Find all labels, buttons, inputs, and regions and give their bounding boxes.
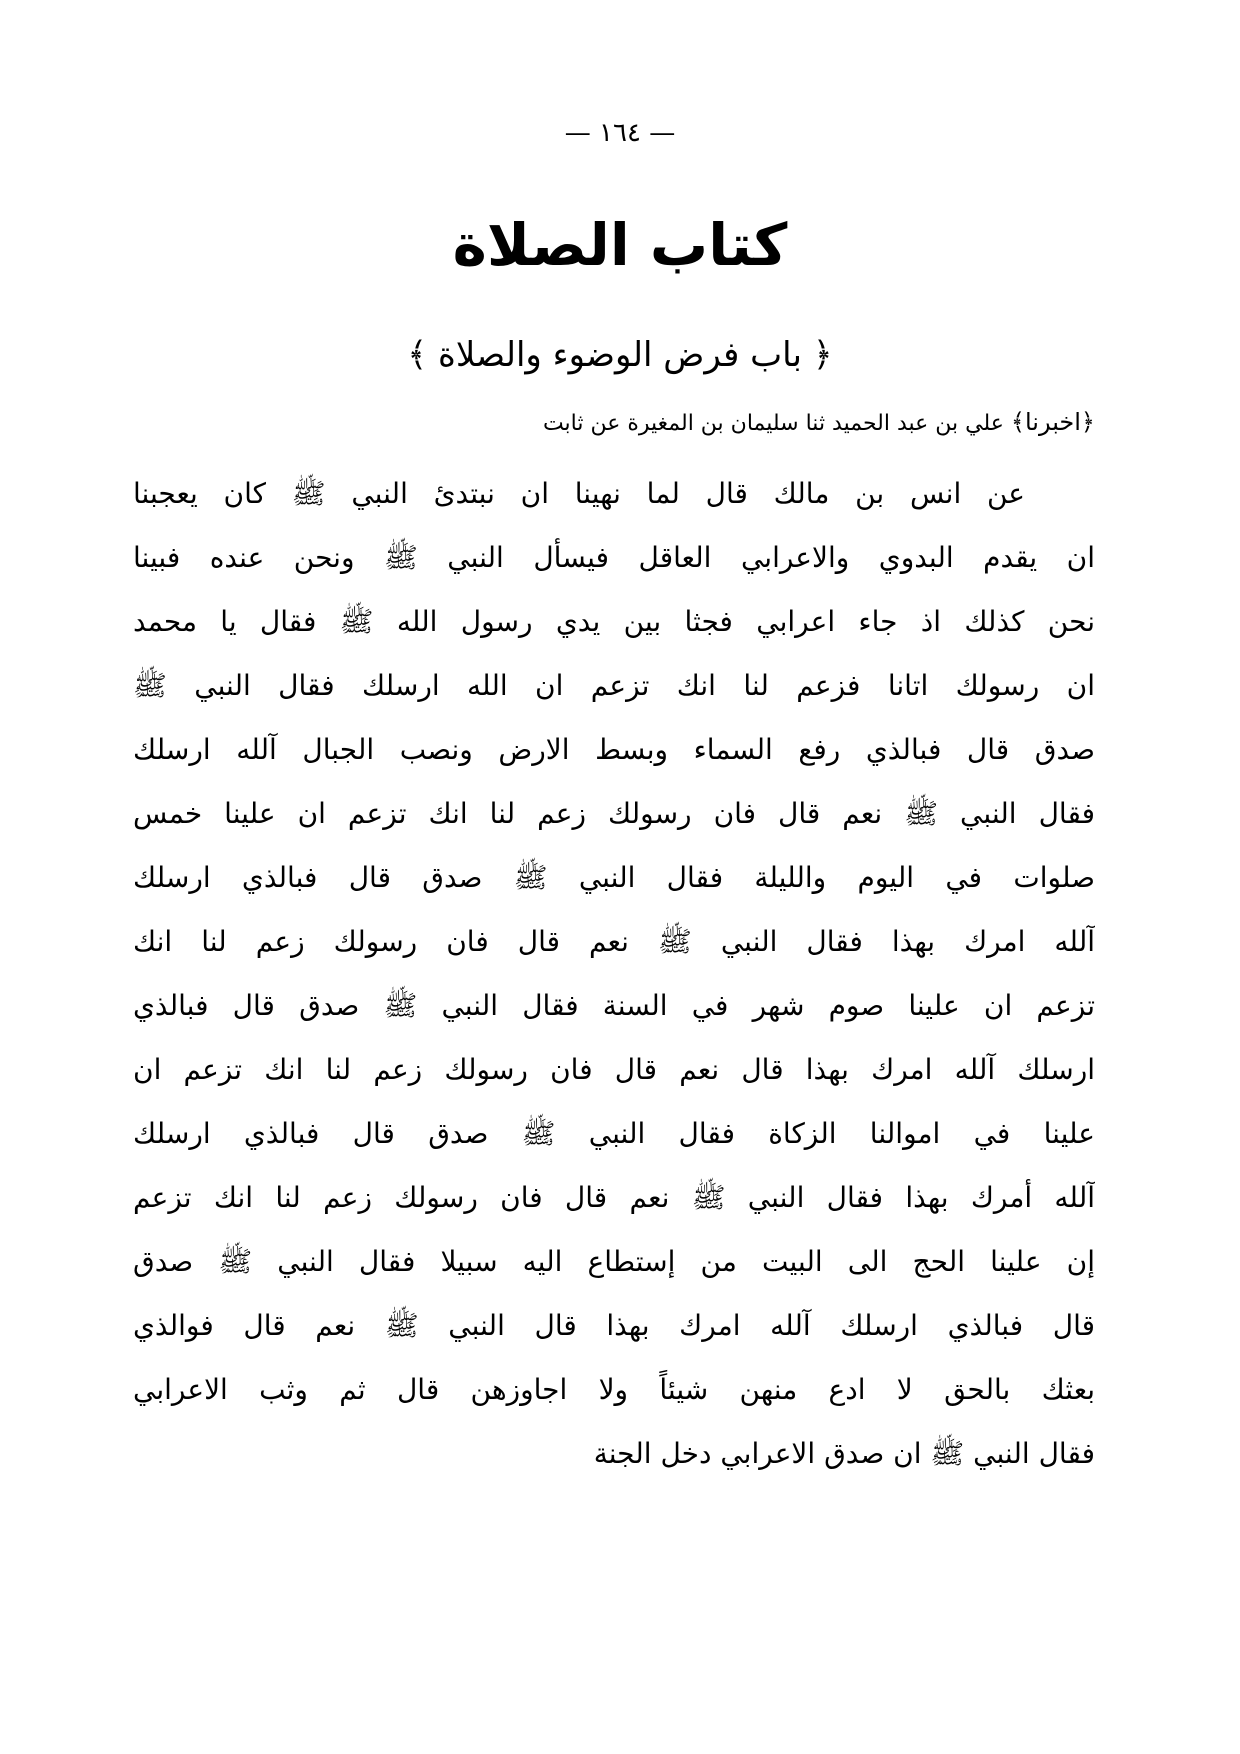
text-line: آلله امرك بهذا فقال النبي ﷺ نعم قال فان رسولك زعم لنا انك (133, 925, 1095, 958)
text-line: فقال النبي ﷺ ان صدق الاعرابي دخل الجنة (593, 1437, 1095, 1470)
book-title: كتاب الصلاة (452, 211, 788, 279)
text-line: عن انس بن مالك قال لما نهينا ان نبتدئ النبي ﷺ كان يعجبنا (133, 477, 1025, 510)
page-number: — ١٦٤ — (564, 118, 676, 148)
text-line: نحن كذلك اذ جاء اعرابي فجثا بين يدي رسول الله ﷺ فقال يا محمد (133, 605, 1095, 638)
text-line: بعثك بالحق لا ادع منهن شيئاً ولا اجاوزهن قال ثم وثب الاعرابي (133, 1373, 1095, 1406)
text-line: صدق قال فبالذي رفع السماء وبسط الارض ونصب الجبال آلله ارسلك (133, 733, 1095, 766)
text-line: علينا في اموالنا الزكاة فقال النبي ﷺ صدق قال فبالذي ارسلك (133, 1117, 1095, 1150)
isnad-label: ﴿اخبرنا﴾ (1010, 408, 1095, 436)
isnad-line (135, 402, 1095, 444)
text-line: ان رسولك اتانا فزعم لنا انك تزعم ان الله ارسلك فقال النبي ﷺ (133, 669, 1095, 702)
text-line: آلله أمرك بهذا فقال النبي ﷺ نعم قال فان رسولك زعم لنا انك تزعم (133, 1181, 1095, 1214)
text-line: ان يقدم البدوي والاعرابي العاقل فيسأل النبي ﷺ ونحن عنده فبينا (133, 541, 1095, 574)
hadith-text (133, 462, 1095, 1486)
text-line: فقال النبي ﷺ نعم قال فان رسولك زعم لنا انك تزعم ان علينا خمس (133, 797, 1095, 830)
text-line: تزعم ان علينا صوم شهر في السنة فقال النبي ﷺ صدق قال فبالذي (133, 989, 1095, 1022)
text-line: صلوات في اليوم والليلة فقال النبي ﷺ صدق قال فبالذي ارسلك (133, 861, 1095, 894)
text-line: قال فبالذي ارسلك آلله امرك بهذا قال النبي ﷺ نعم قال فوالذي (133, 1309, 1095, 1342)
text-line: ارسلك آلله امرك بهذا قال نعم قال فان رسولك زعم لنا انك تزعم ان (133, 1053, 1095, 1086)
text-line: إن علينا الحج الى البيت من إستطاع اليه سبيلا فقال النبي ﷺ صدق (133, 1245, 1095, 1278)
isnad-chain: علي بن عبد الحميد ثنا سليمان بن المغيرة عن ثابت (542, 411, 1004, 436)
chapter-heading: ﴿ باب فرض الوضوء والصلاة ﴾ (407, 335, 833, 375)
